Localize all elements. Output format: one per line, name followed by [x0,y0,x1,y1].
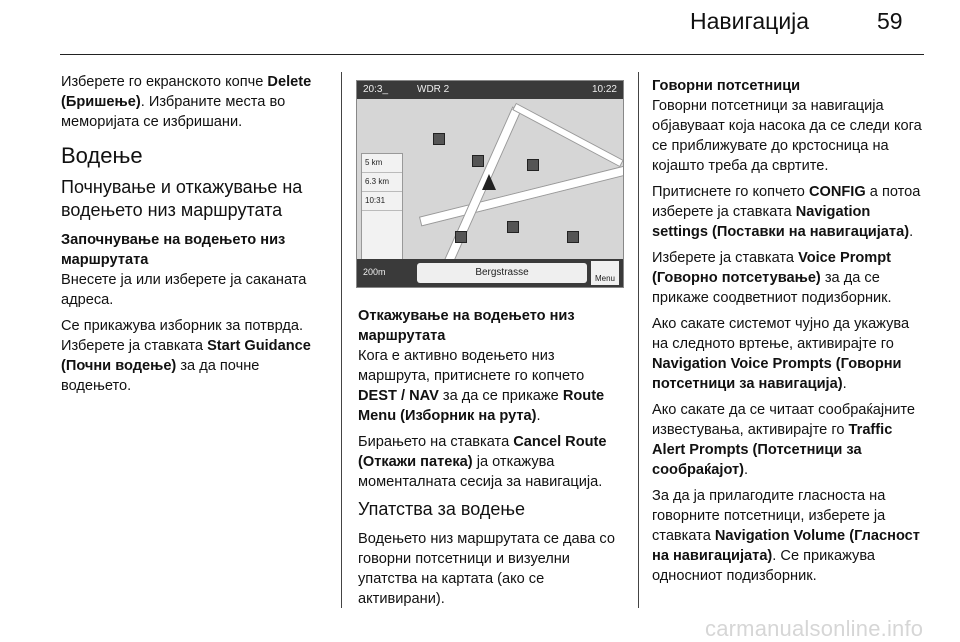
poi-icon [567,231,579,243]
column-divider-1 [341,72,342,608]
poi-icon [433,133,445,145]
bottom-bar [357,259,623,287]
instructions-paragraph: Водењето низ маршрутата се дава со говорни потсетници и визуелни упатства на картата (ако се активирани). [358,531,615,607]
page-title: Навигација [690,8,810,34]
header-rule [60,54,924,55]
map-road [512,103,623,167]
turn-arrow-distance: 5 km [362,154,402,173]
active-paragraph: Кога е активно водењето низ маршрута, притиснете го копчето DEST / NAV за да се прикаже Route Menu (Изборник на рута). [358,348,605,424]
column-3 [652,76,924,592]
poi-icon [527,159,539,171]
prompt-paragraph: Изберете ја ставката Voice Prompt (Говорно потсетување) за да се прикаже соодветниот подизборник. [652,250,892,306]
arrival-time: 10:31 [362,192,402,211]
status-bar: 20:3_ WDR 2 10:22 [357,81,623,99]
current-street: Bergstrasse [417,263,587,283]
want-paragraph: Ако сакате системот чујно да укажува на следното вртење, активирајте го Navigation Voice Prompts (Говорни потсетници за навигација). [652,316,910,392]
heading-voice: Говорни потсетници [652,78,801,94]
watermark: carmanualsonline.info [705,616,924,641]
config-paragraph: Притиснете го копчето CONFIG а потоа изберете ја ставката Navigation settings (Поставки на навигацијата). [652,184,921,240]
menu-button[interactable]: Menu [591,261,619,285]
map-road [419,166,624,227]
voice-paragraph: Говорни потсетници за навигација објавуваат која насока да се следи кога се приближувате до крстосница на којашто треба да свртите. [652,98,922,174]
column-1 [61,72,329,402]
intro-paragraph: Изберете го екранското копче Delete (Бришење). Избраните места во меморијата се избришани. [61,74,312,130]
remaining-distance: 6.3 km [362,173,402,192]
page-number: 59 [877,8,903,34]
poi-icon [507,221,519,233]
confirm-paragraph: Се прикажува изборник за потврда. Изберете ја ставката Start Guidance (Почни водење) за да почне водењето. [61,318,311,394]
heading-vodene: Водење [61,143,143,168]
column-divider-2 [638,72,639,608]
heading-instructions: Упатства за водење [358,499,526,519]
heading-cancel: Откажување на водењето низ маршрутата [358,308,575,344]
navigation-map-screenshot [356,80,624,288]
map-scale: 200m [363,267,386,277]
poi-icon [472,155,484,167]
enter-paragraph: Внесете ја или изберете ја саканата адреса. [61,272,307,308]
heading-start: Започнување на водењето низ маршрутата [61,232,286,268]
read-paragraph: Ако сакате да се читаат сообраќајните известувања, активирајте го Traffic Alert Prompts (Потсетници за сообраќајот). [652,402,916,478]
vehicle-position-icon [482,174,496,190]
select-paragraph: Бирањето на ставката Cancel Route (Откажи патека) ја откажува моменталната сесија за навигација. [358,434,607,490]
heading-start-cancel: Почнување и откажување на водењето низ маршрутата [61,177,303,220]
volume-paragraph: За да ја прилагодите гласноста на говорните потсетници, изберете ја ставката Navigation Volume (Гласност на навигацијата). Се прикажува односниот подизборник. [652,488,920,584]
column-2 [358,306,626,615]
poi-icon [455,231,467,243]
